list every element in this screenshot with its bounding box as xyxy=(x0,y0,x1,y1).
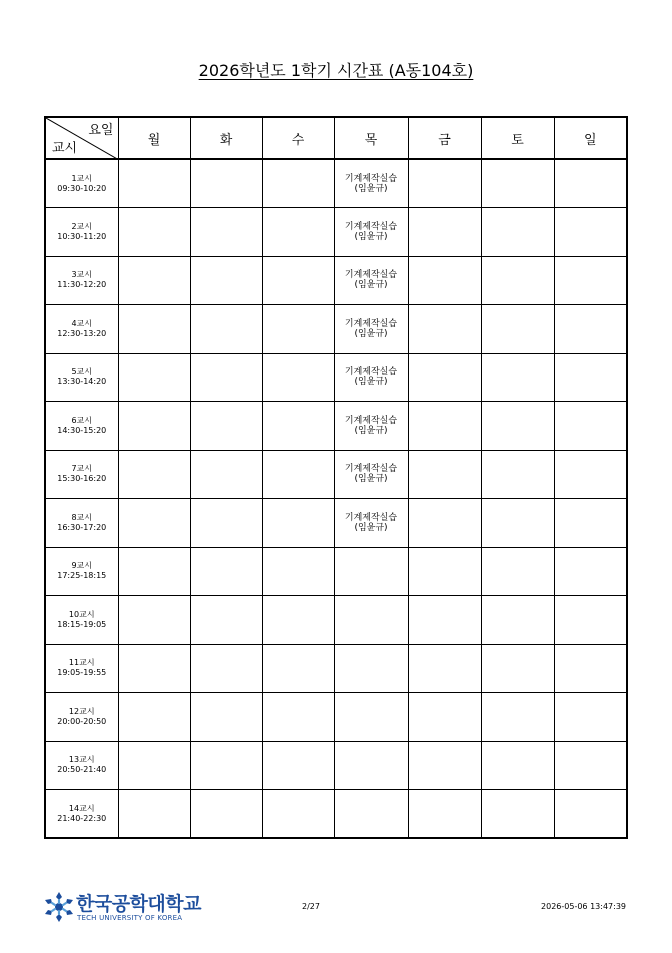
class-entry: 기계제작실습 (임윤규) xyxy=(344,318,398,339)
class-cell xyxy=(408,547,481,596)
class-cell xyxy=(262,305,334,354)
class-entry: 기계제작실습 (임윤규) xyxy=(344,464,398,485)
class-cell xyxy=(554,450,627,499)
period-row xyxy=(45,790,627,839)
class-cell xyxy=(262,256,334,305)
timetable-header-row xyxy=(45,117,627,159)
class-cell xyxy=(334,256,408,305)
period-label-cell xyxy=(45,596,118,645)
class-cell xyxy=(481,402,554,451)
class-cell xyxy=(118,450,190,499)
class-cell xyxy=(408,741,481,790)
class-cell xyxy=(118,305,190,354)
class-cell xyxy=(554,499,627,548)
class-cell xyxy=(334,790,408,839)
period-name: 5교시 xyxy=(71,367,93,377)
class-cell xyxy=(334,547,408,596)
period-time: 17:25-18:15 xyxy=(57,571,107,581)
period-name: 2교시 xyxy=(71,221,93,231)
class-cell xyxy=(334,741,408,790)
class-cell xyxy=(190,402,262,451)
class-cell xyxy=(262,208,334,257)
class-entry: 기계제작실습 (임윤규) xyxy=(344,221,398,242)
class-cell xyxy=(262,547,334,596)
period-name: 6교시 xyxy=(71,415,93,425)
class-cell xyxy=(190,159,262,208)
class-cell xyxy=(262,790,334,839)
day-header-mon: 월 xyxy=(118,117,190,159)
day-header-tue: 화 xyxy=(190,117,262,159)
class-cell xyxy=(334,644,408,693)
class-entry: 기계제작실습 (임윤규) xyxy=(344,367,398,388)
period-axis-label: 교시 xyxy=(52,141,78,156)
class-cell xyxy=(118,596,190,645)
class-cell xyxy=(408,256,481,305)
period-label-cell xyxy=(45,790,118,839)
class-cell xyxy=(118,159,190,208)
period-row xyxy=(45,402,627,451)
class-cell xyxy=(408,159,481,208)
class-cell xyxy=(481,208,554,257)
period-name: 13교시 xyxy=(68,755,95,765)
period-label-cell xyxy=(45,159,118,208)
day-header-sun: 일 xyxy=(554,117,627,159)
period-time: 10:30-11:20 xyxy=(57,231,107,241)
class-cell xyxy=(481,693,554,742)
class-cell xyxy=(118,644,190,693)
class-cell xyxy=(408,596,481,645)
class-cell xyxy=(408,208,481,257)
class-cell xyxy=(190,596,262,645)
period-row xyxy=(45,547,627,596)
day-header-sat: 토 xyxy=(481,117,554,159)
day-header-wed: 수 xyxy=(262,117,334,159)
class-cell xyxy=(408,790,481,839)
period-row xyxy=(45,353,627,402)
class-cell xyxy=(481,256,554,305)
class-entry: 기계제작실습 (임윤규) xyxy=(344,270,398,291)
period-name: 1교시 xyxy=(71,173,93,183)
class-cell xyxy=(334,596,408,645)
period-label-cell xyxy=(45,353,118,402)
class-cell xyxy=(118,353,190,402)
logo-english-name: TECH UNIVERSITY OF KOREA xyxy=(77,914,183,922)
class-cell xyxy=(262,596,334,645)
period-row xyxy=(45,159,627,208)
class-cell xyxy=(554,790,627,839)
class-cell xyxy=(408,305,481,354)
period-time: 20:00-20:50 xyxy=(57,716,107,726)
class-cell xyxy=(554,547,627,596)
period-name: 12교시 xyxy=(68,706,95,716)
class-cell xyxy=(190,305,262,354)
period-time: 19:05-19:55 xyxy=(57,668,107,678)
period-time: 15:30-16:20 xyxy=(57,474,107,484)
class-cell xyxy=(262,159,334,208)
timetable-body xyxy=(45,159,627,838)
period-row xyxy=(45,450,627,499)
class-cell xyxy=(481,596,554,645)
class-cell xyxy=(118,693,190,742)
class-cell xyxy=(554,159,627,208)
class-cell xyxy=(190,741,262,790)
period-name: 3교시 xyxy=(71,270,93,280)
class-cell xyxy=(118,741,190,790)
period-time: 18:15-19:05 xyxy=(57,619,107,629)
period-row xyxy=(45,644,627,693)
class-cell xyxy=(481,353,554,402)
class-cell xyxy=(262,644,334,693)
class-cell xyxy=(262,450,334,499)
class-cell xyxy=(481,741,554,790)
class-cell xyxy=(481,790,554,839)
period-name: 10교시 xyxy=(68,609,95,619)
class-cell xyxy=(334,402,408,451)
period-label-cell xyxy=(45,305,118,354)
class-cell xyxy=(118,547,190,596)
period-label-cell xyxy=(45,499,118,548)
class-cell xyxy=(408,644,481,693)
class-cell xyxy=(262,693,334,742)
period-label-cell xyxy=(45,741,118,790)
class-cell xyxy=(118,208,190,257)
class-cell xyxy=(554,644,627,693)
class-cell xyxy=(190,450,262,499)
class-cell xyxy=(118,402,190,451)
period-name: 9교시 xyxy=(71,561,93,571)
period-row xyxy=(45,693,627,742)
class-cell xyxy=(554,596,627,645)
class-cell xyxy=(481,305,554,354)
period-row xyxy=(45,256,627,305)
period-row xyxy=(45,741,627,790)
class-cell xyxy=(481,450,554,499)
class-cell xyxy=(481,499,554,548)
period-time: 12:30-13:20 xyxy=(57,328,107,338)
period-time: 09:30-10:20 xyxy=(57,183,107,193)
class-cell xyxy=(262,741,334,790)
class-cell xyxy=(554,353,627,402)
class-cell xyxy=(334,353,408,402)
page-title-text: 2026학년도 1학기 시간표 (A동104호) xyxy=(198,61,474,80)
class-cell xyxy=(481,644,554,693)
class-cell xyxy=(554,741,627,790)
print-timestamp: 2026-05-06 13:47:39 xyxy=(541,902,626,911)
class-cell xyxy=(190,499,262,548)
period-label-cell xyxy=(45,450,118,499)
class-cell xyxy=(190,547,262,596)
page-title xyxy=(0,58,672,81)
class-cell xyxy=(334,305,408,354)
class-cell xyxy=(118,790,190,839)
class-cell xyxy=(334,208,408,257)
period-label-cell xyxy=(45,547,118,596)
day-header-thu: 목 xyxy=(334,117,408,159)
class-cell xyxy=(408,499,481,548)
class-cell xyxy=(262,402,334,451)
class-cell xyxy=(408,402,481,451)
class-entry: 기계제작실습 (임윤규) xyxy=(344,415,398,436)
period-label-cell xyxy=(45,208,118,257)
class-cell xyxy=(554,305,627,354)
class-cell xyxy=(190,208,262,257)
period-time: 13:30-14:20 xyxy=(57,377,107,387)
class-cell xyxy=(334,499,408,548)
period-time: 14:30-15:20 xyxy=(57,425,107,435)
period-time: 11:30-12:20 xyxy=(57,280,107,290)
class-cell xyxy=(334,159,408,208)
class-cell xyxy=(334,693,408,742)
class-cell xyxy=(190,644,262,693)
period-name: 14교시 xyxy=(68,803,95,813)
class-cell xyxy=(190,256,262,305)
period-name: 4교시 xyxy=(71,318,93,328)
class-cell xyxy=(554,693,627,742)
page-number: 2/27 xyxy=(302,902,320,911)
class-cell xyxy=(554,208,627,257)
class-cell xyxy=(190,353,262,402)
day-header-fri: 금 xyxy=(408,117,481,159)
period-name: 7교시 xyxy=(71,464,93,474)
class-cell xyxy=(408,693,481,742)
class-cell xyxy=(481,547,554,596)
period-row xyxy=(45,208,627,257)
class-cell xyxy=(262,353,334,402)
period-name: 8교시 xyxy=(71,512,93,522)
period-name: 11교시 xyxy=(68,658,95,668)
period-row xyxy=(45,596,627,645)
period-row xyxy=(45,499,627,548)
timetable xyxy=(44,116,628,839)
class-cell xyxy=(554,256,627,305)
class-entry: 기계제작실습 (임윤규) xyxy=(344,173,398,194)
class-cell xyxy=(190,693,262,742)
logo-korean-name: 한국공학대학교 xyxy=(76,893,201,915)
period-time: 20:50-21:40 xyxy=(57,765,107,775)
class-cell xyxy=(408,353,481,402)
day-axis-label: 요일 xyxy=(88,123,114,138)
class-cell xyxy=(554,402,627,451)
class-entry: 기계제작실습 (임윤규) xyxy=(344,512,398,533)
period-time: 21:40-22:30 xyxy=(57,813,107,823)
period-label-cell xyxy=(45,402,118,451)
period-label-cell xyxy=(45,644,118,693)
class-cell xyxy=(334,450,408,499)
period-time: 16:30-17:20 xyxy=(57,522,107,532)
period-row xyxy=(45,305,627,354)
class-cell xyxy=(118,256,190,305)
class-cell xyxy=(481,159,554,208)
class-cell xyxy=(262,499,334,548)
class-cell xyxy=(118,499,190,548)
corner-header-cell xyxy=(45,117,118,159)
class-cell xyxy=(408,450,481,499)
class-cell xyxy=(190,790,262,839)
period-label-cell xyxy=(45,693,118,742)
period-label-cell xyxy=(45,256,118,305)
